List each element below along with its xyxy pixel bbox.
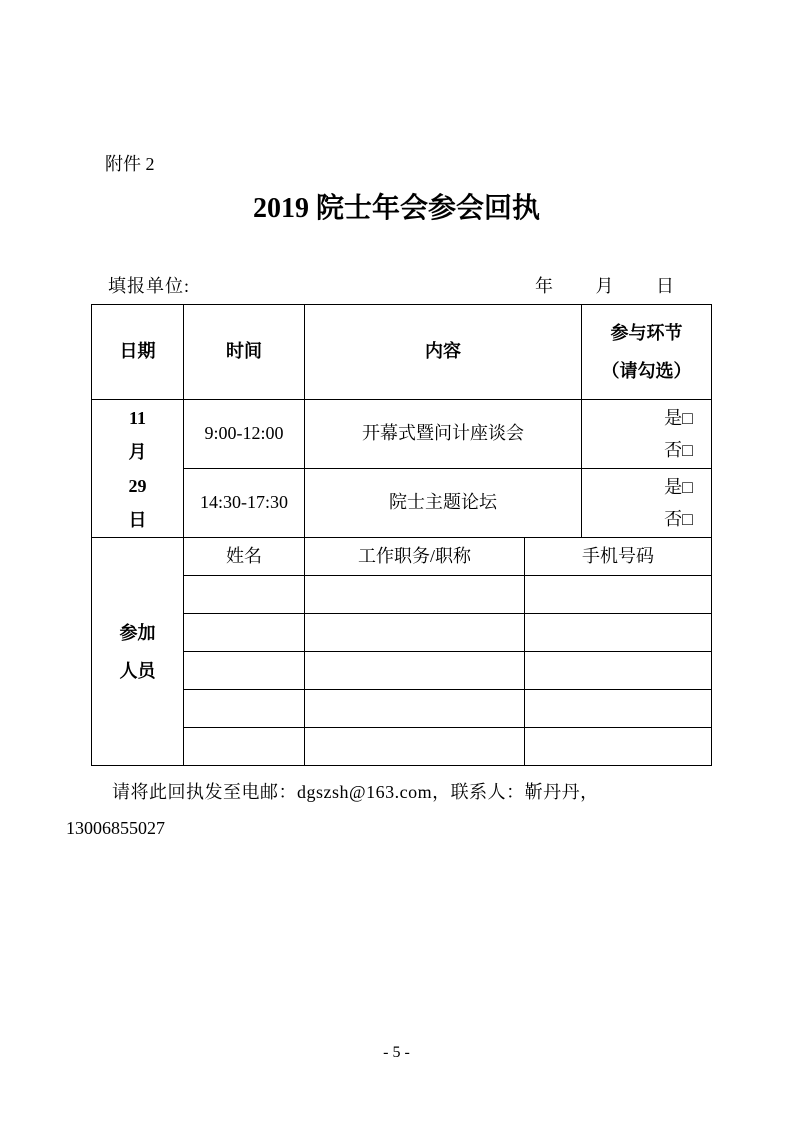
session-row <box>92 469 712 538</box>
year-label: 年 <box>535 276 553 296</box>
phone-input-cell[interactable] <box>525 690 712 728</box>
attachment-label: 附件 2 <box>105 154 155 174</box>
participant-row <box>92 690 712 728</box>
date-line-4: 日 <box>128 509 147 530</box>
participants-label-line1: 参加 <box>119 622 156 643</box>
date-fields <box>535 272 674 298</box>
position-input-cell[interactable] <box>305 728 525 766</box>
phone-input-cell[interactable] <box>525 652 712 690</box>
date-cell <box>92 400 184 538</box>
session-time: 14:30-17:30 <box>184 469 305 538</box>
month-label: 月 <box>595 276 614 296</box>
page-number: - 5 - <box>383 1044 410 1061</box>
participant-row <box>92 576 712 614</box>
header-time: 时间 <box>184 305 305 400</box>
session-choice <box>582 469 712 538</box>
session-content: 开幕式暨问计座谈会 <box>305 400 582 469</box>
participant-row <box>92 728 712 766</box>
yes-checkbox[interactable]: 是□ <box>664 477 693 497</box>
phone-input-cell[interactable] <box>525 576 712 614</box>
yes-checkbox[interactable]: 是□ <box>664 408 693 428</box>
session-row <box>92 400 712 469</box>
phone-input-cell[interactable] <box>525 614 712 652</box>
registration-table <box>91 304 712 766</box>
date-line-3: 29 <box>128 475 147 496</box>
participants-label <box>92 538 184 766</box>
date-line-2: 月 <box>128 441 147 462</box>
participant-row <box>92 614 712 652</box>
position-input-cell[interactable] <box>305 652 525 690</box>
header-content: 内容 <box>305 305 582 400</box>
name-input-cell[interactable] <box>184 690 305 728</box>
participant-header-row <box>92 538 712 576</box>
no-checkbox[interactable]: 否□ <box>664 440 693 460</box>
header-date: 日期 <box>92 305 184 400</box>
footer-note: 请将此回执发至电邮：dgszsh@163.com，联系人：靳丹丹， <box>112 782 599 802</box>
participants-label-line2: 人员 <box>119 660 156 681</box>
fill-unit-label: 填报单位: <box>108 276 191 296</box>
name-input-cell[interactable] <box>184 728 305 766</box>
header-participation-line1: 参与环节 <box>610 323 683 343</box>
position-input-cell[interactable] <box>305 614 525 652</box>
position-input-cell[interactable] <box>305 576 525 614</box>
header-participation-line2: （请勾选） <box>601 361 692 381</box>
phone-input-cell[interactable] <box>525 728 712 766</box>
header-phone: 手机号码 <box>525 538 712 576</box>
header-position: 工作职务/职称 <box>305 538 525 576</box>
position-input-cell[interactable] <box>305 690 525 728</box>
session-content: 院士主题论坛 <box>305 469 582 538</box>
session-time: 9:00-12:00 <box>184 400 305 469</box>
header-name: 姓名 <box>184 538 305 576</box>
participant-row <box>92 652 712 690</box>
page-title: 2019 院士年会参会回执 <box>252 193 540 224</box>
session-choice <box>582 400 712 469</box>
contact-phone: 13006855027 <box>66 818 165 838</box>
day-label: 日 <box>656 276 674 296</box>
header-participation <box>582 305 712 400</box>
table-header-row <box>92 305 712 400</box>
date-line-1: 11 <box>128 407 146 428</box>
no-checkbox[interactable]: 否□ <box>664 509 693 529</box>
name-input-cell[interactable] <box>184 652 305 690</box>
name-input-cell[interactable] <box>184 614 305 652</box>
name-input-cell[interactable] <box>184 576 305 614</box>
